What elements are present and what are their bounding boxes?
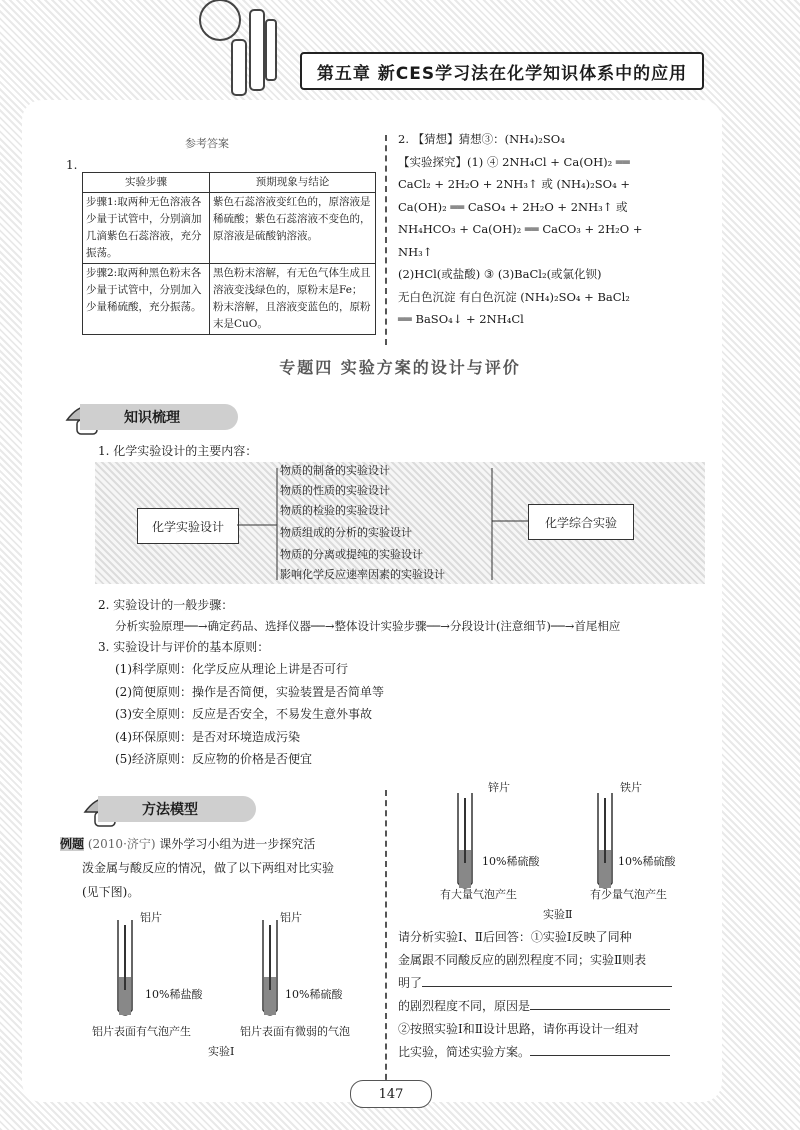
knowledge-tag: 知识梳理: [80, 404, 238, 430]
prompt-line: 的剧烈程度不同，原因是: [398, 999, 531, 1013]
answer-blank[interactable]: [530, 1009, 670, 1010]
table-header-cell: 预期现象与结论: [210, 173, 376, 193]
test-tube-2: [255, 915, 285, 1025]
tube-acid-label: 10%稀盐酸: [145, 988, 203, 1001]
diagram-left-box: 化学实验设计: [137, 508, 239, 544]
answer-blank[interactable]: [530, 1055, 670, 1056]
test-tube-1: [110, 915, 140, 1025]
test-tube-4: [590, 788, 620, 898]
diagram-item: 物质组成的分析的实验设计: [280, 526, 412, 539]
answer-line: 【实验探究】(1) ④ 2NH₄Cl + Ca(OH)₂ ══: [398, 154, 630, 169]
principle-item: (3)安全原则：反应是否安全，不易发生意外事故: [115, 707, 372, 721]
tube-acid-label: 10%稀硫酸: [618, 855, 676, 868]
answer-item-number: 1.: [66, 158, 78, 172]
example-label: 例题: [60, 837, 85, 851]
prompt-line: 金属跟不同酸反应的剧烈程度不同；实验Ⅱ则表: [398, 953, 647, 967]
answer-line: NH₃↑: [398, 244, 433, 259]
table-cell: 步骤1:取两种无色溶液各少量于试管中，分别滴加几滴紫色石蕊溶液，充分振荡。: [83, 193, 210, 264]
principle-item: (4)环保原则：是否对环境造成污染: [115, 729, 300, 744]
principle-item: (5)经济原则：反应物的价格是否便宜: [115, 752, 312, 766]
table-cell: 紫色石蕊溶液变红色的，原溶液是稀硫酸；紫色石蕊溶液不变色的，原溶液是硫酸钠溶液。: [210, 193, 376, 264]
principle-item: (2)简便原则：操作是否简便，实验装置是否简单等: [115, 684, 384, 699]
principle-item: (1)科学原则：化学反应从理论上讲是否可行: [115, 662, 348, 676]
principles-list: [115, 658, 384, 771]
knowledge-point-1: 1. 化学实验设计的主要内容：: [98, 444, 258, 458]
answer-line: NH₄HCO₃ + Ca(OH)₂ ══ CaCO₃ + 2H₂O +: [398, 222, 643, 236]
table-row: [83, 193, 376, 264]
tube-acid-label: 10%稀硫酸: [482, 855, 540, 868]
answer-heading: 参考答案: [185, 137, 229, 150]
table-header-row: [83, 173, 376, 193]
experiment-label: 实验Ⅱ: [543, 908, 573, 921]
diagram-item: 物质的检验的实验设计: [280, 504, 390, 517]
section-title: 专题四 实验方案的设计与评价: [279, 358, 521, 377]
answer-blank[interactable]: [422, 986, 672, 987]
page-number: 147: [350, 1080, 432, 1108]
table-cell: 步骤2:取两种黑色粉末各少量于试管中，分别加入少量稀硫酸，充分振荡。: [83, 264, 210, 335]
method-tag: 方法模型: [98, 796, 256, 822]
tube-label: 铁片: [620, 781, 642, 794]
table-row: [83, 264, 376, 335]
diagram-right-box: 化学综合实验: [528, 504, 634, 540]
tube-observation: 铝片表面有气泡产生: [92, 1025, 191, 1038]
tube-label: 铝片: [140, 911, 162, 924]
diagram-item: 物质的制备的实验设计: [280, 464, 390, 477]
diagram-item: 影响化学反应速率因素的实验设计: [280, 568, 445, 581]
prompt-line: 比实验，简述实验方案。: [398, 1045, 531, 1059]
answer-table: [82, 172, 376, 335]
knowledge-point-3: 3. 实验设计与评价的基本原则：: [98, 640, 270, 654]
header-decoration: [190, 0, 300, 100]
question-line: 课外学习小组为进一步探究活: [159, 837, 316, 851]
diagram-item: 物质的性质的实验设计: [280, 484, 390, 497]
tube-acid-label: 10%稀硫酸: [285, 988, 343, 1001]
test-tube-3: [450, 788, 480, 898]
tube-observation: 铝片表面有微弱的气泡: [240, 1025, 350, 1038]
tube-label: 铝片: [280, 911, 302, 924]
example-question: [60, 832, 380, 904]
knowledge-point-2: 2. 实验设计的一般步骤：: [98, 598, 234, 612]
prompt-line: 明了: [398, 976, 423, 990]
design-steps: 分析实验原理──→确定药品、选择仪器──→整体设计实验步骤──→分段设计(注意细节)──→首尾相应: [115, 619, 621, 633]
tube-label: 锌片: [488, 781, 510, 794]
answer-prompt: [398, 926, 718, 1064]
answer-line: Ca(OH)₂ ══ CaSO₄ + 2H₂O + 2NH₃↑ 或: [398, 199, 628, 214]
column-divider: [385, 135, 387, 345]
answer-line: CaCl₂ + 2H₂O + 2NH₃↑ 或 (NH₄)₂SO₄ +: [398, 177, 630, 191]
question-line: (见下图)。: [82, 885, 140, 899]
question-line: 泼金属与酸反应的情况，做了以下两组对比实验: [82, 861, 335, 875]
table-header-cell: 实验步骤: [83, 173, 210, 193]
prompt-line: ②按照实验Ⅰ和Ⅱ设计思路，请你再设计一组对: [398, 1022, 639, 1036]
answer-line: (2)HCl(或盐酸) ③ (3)BaCl₂(或氯化钡): [398, 267, 602, 281]
prompt-line: 请分析实验Ⅰ、Ⅱ后回答：①实验Ⅰ反映了同种: [398, 930, 632, 944]
diagram-item: 物质的分离或提纯的实验设计: [280, 548, 423, 561]
experiment-label: 实验Ⅰ: [208, 1045, 235, 1058]
tube-observation: 有少量气泡产生: [590, 888, 667, 901]
example-source: (2010·济宁): [87, 837, 156, 851]
chapter-title: 第五章 新CES学习法在化学知识体系中的应用: [300, 52, 704, 90]
answer-right-block: [398, 128, 642, 331]
answer-line: 2. 【猜想】猜想③：(NH₄)₂SO₄: [398, 132, 565, 146]
answer-line: ══ BaSO₄↓ + 2NH₄Cl: [398, 312, 524, 326]
table-cell: 黑色粉末溶解，有无色气体生成且溶液变浅绿色的，原粉末是Fe；粉末溶解，且溶液变蓝色的，原粉末是CuO。: [210, 264, 376, 335]
answer-line: 无白色沉淀 有白色沉淀 (NH₄)₂SO₄ + BaCl₂: [398, 289, 630, 304]
column-divider: [385, 790, 387, 1090]
tube-observation: 有大量气泡产生: [440, 888, 517, 901]
